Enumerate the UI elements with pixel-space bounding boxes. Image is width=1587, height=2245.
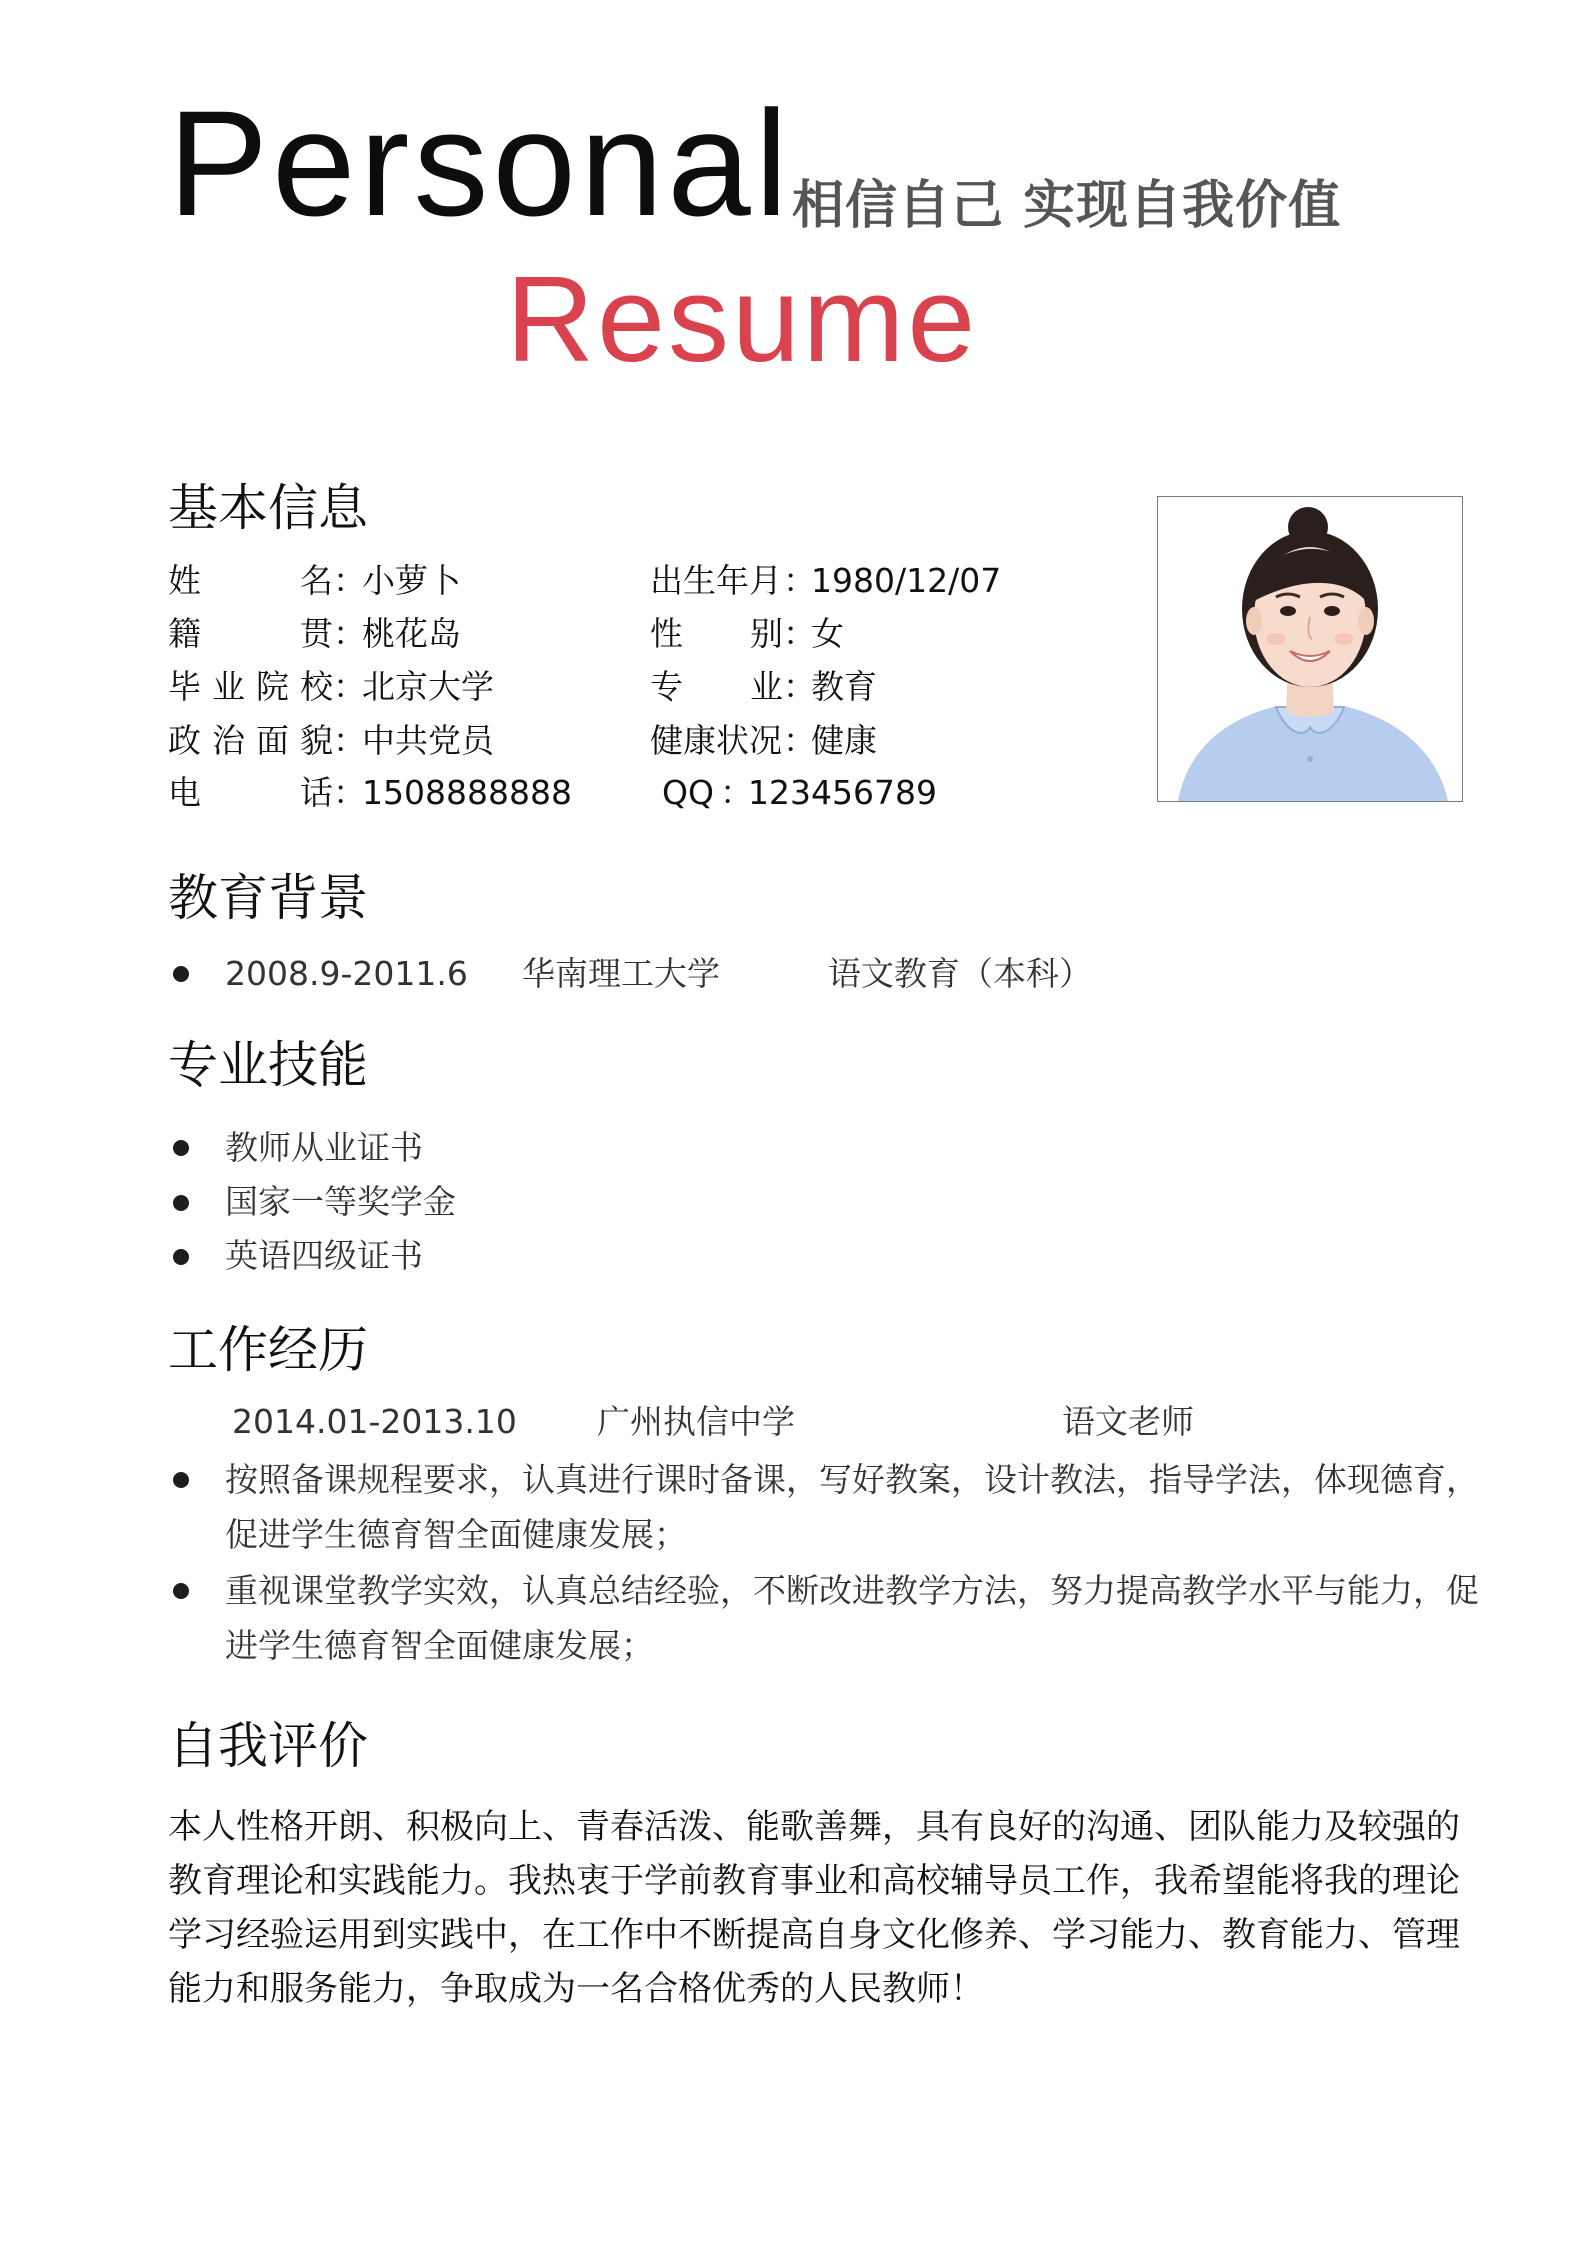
label-political: 政 治 面 貌: [168, 721, 333, 760]
value-political: 中共党员: [362, 721, 494, 760]
edu-period: 2008.9-2011.6: [225, 954, 468, 993]
tagline: 相信自己 实现自我价值: [792, 176, 1342, 236]
edu-school: 华南理工大学: [522, 954, 720, 993]
colon: ：: [783, 667, 816, 706]
value-health: 健康: [811, 721, 877, 760]
skill-item: 国家一等奖学金: [225, 1182, 456, 1221]
bullet-dot-icon: [173, 1249, 189, 1265]
label-health: 健康状况: [650, 721, 782, 760]
colon: ：: [333, 773, 366, 812]
title-resume: Resume: [506, 251, 979, 387]
label-qq: QQ: [662, 773, 714, 812]
value-name: 小萝卜: [362, 561, 461, 600]
section-title-skills: 专业技能: [168, 1036, 368, 1094]
work-duty-line: 重视课堂教学实效，认真总结经验，不断改进教学方法，努力提高教学水平与能力，促: [225, 1571, 1479, 1610]
label-native: 籍 贯: [168, 614, 333, 653]
label-birth: 出生年月: [650, 561, 782, 600]
portrait-photo: [1157, 496, 1463, 802]
label-phone: 电 话: [168, 773, 333, 812]
value-gender: 女: [811, 614, 844, 653]
edu-major: 语文教育（本科）: [828, 954, 1092, 993]
work-company: 广州执信中学: [597, 1402, 795, 1441]
value-school: 北京大学: [362, 667, 494, 706]
value-birth: 1980/12/07: [811, 561, 1002, 600]
colon: ：: [333, 614, 366, 653]
work-duty-line: 按照备课规程要求，认真进行课时备课，写好教案，设计教法，指导学法，体现德育，: [225, 1460, 1479, 1499]
bullet-dot-icon: [173, 966, 189, 982]
title-personal: Personal: [168, 79, 793, 247]
bullet-dot-icon: [173, 1195, 189, 1211]
section-title-self: 自我评价: [168, 1717, 368, 1775]
work-duty-line: 促进学生德育智全面健康发展；: [225, 1515, 687, 1554]
label-gender: 性 别: [650, 614, 783, 653]
skill-item: 英语四级证书: [225, 1236, 423, 1275]
bullet-dot-icon: [173, 1472, 189, 1488]
work-role: 语文老师: [1062, 1402, 1194, 1441]
colon: ：: [333, 561, 366, 600]
label-major: 专 业: [650, 667, 783, 706]
value-qq: 123456789: [748, 773, 937, 812]
self-evaluation-text: 本人性格开朗、积极向上、青春活泼、能歌善舞，具有良好的沟通、团队能力及较强的教育理论和实践能力。我热衷于学前教育事业和高校辅导员工作，我希望能将我的理论学习经验运用到实践中，在工作中不断提高自身文化修养、学习能力、教育能力、管理能力和服务能力，争取成为一名合格优秀的人民教师！: [168, 1807, 1460, 2009]
value-native: 桃花岛: [362, 614, 461, 653]
section-title-education: 教育背景: [168, 869, 368, 927]
label-name: 姓 名: [168, 561, 333, 600]
section-title-work: 工作经历: [168, 1321, 368, 1379]
portrait-illustration: [1158, 497, 1462, 801]
bullet-dot-icon: [173, 1140, 189, 1156]
label-school: 毕 业 院 校: [168, 667, 333, 706]
work-period: 2014.01-2013.10: [232, 1402, 517, 1441]
section-title-basic: 基本信息: [168, 479, 368, 537]
work-duty-line: 进学生德育智全面健康发展；: [225, 1626, 654, 1665]
value-major: 教育: [811, 667, 877, 706]
skill-item: 教师从业证书: [225, 1128, 423, 1167]
colon: ：: [783, 561, 816, 600]
colon: ：: [783, 614, 816, 653]
value-phone: 1508888888: [362, 773, 572, 812]
colon: ：: [783, 721, 816, 760]
colon: ：: [333, 667, 366, 706]
bullet-dot-icon: [173, 1583, 189, 1599]
colon: ：: [333, 721, 366, 760]
colon: ：: [720, 773, 753, 812]
